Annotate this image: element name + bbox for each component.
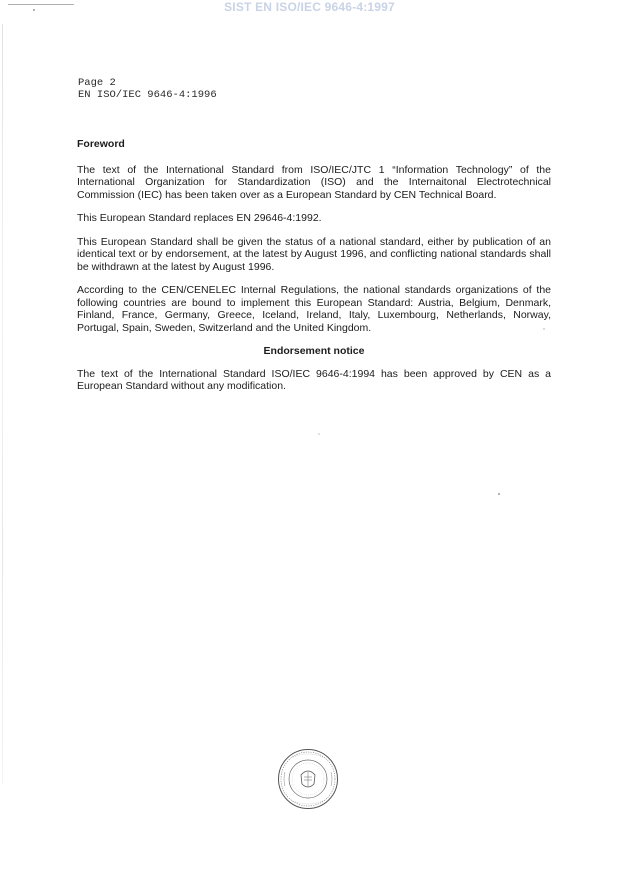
scan-mark xyxy=(8,4,74,5)
endorsement-heading: Endorsement notice xyxy=(263,345,365,357)
scan-speck xyxy=(498,493,500,495)
foreword-heading: Foreword xyxy=(77,138,125,150)
page-edge-shadow xyxy=(2,24,3,784)
page-number: Page 2 xyxy=(78,77,116,89)
watermark-title: SIST EN ISO/IEC 9646-4:1997 xyxy=(224,0,395,14)
page-header xyxy=(78,77,217,101)
official-seal-icon xyxy=(277,748,339,810)
foreword-paragraph: The text of the International Standard from ISO/IEC/JTC 1 “Information Technology” of the International Organization for Standardization (ISO) and the Internaitonal Electrotechnical Commission (IEC) has been taken over as a European Standard by CEN Technical Board. xyxy=(77,163,551,201)
foreword-paragraph: According to the CEN/CENELEC Internal Regulations, the national standards organizations of the following countries are bound to implement this European Standard: Austria, Belgium, Denmark, Finland, France, Germany, Greece, Iceland, Ireland, Italy, Luxembourg, Netherlands, Norway, Portugal, Spain, Sweden, Switzerland and the United Kingdom. xyxy=(77,284,551,334)
scan-speck xyxy=(33,9,35,11)
endorsement-paragraph: The text of the International Standard ISO/IEC 9646-4:1994 has been approved by CEN as a European Standard without any modification. xyxy=(77,367,551,392)
foreword-paragraph: This European Standard shall be given the status of a national standard, either by publication of an identical text or by endorsement, at the latest by August 1996, and conflicting national standards shall be withdrawn at the latest by August 1996. xyxy=(77,235,551,273)
document-body xyxy=(77,138,551,404)
foreword-paragraph: This European Standard replaces EN 29646-4:1992. xyxy=(77,212,322,224)
document-reference: EN ISO/IEC 9646-4:1996 xyxy=(78,89,217,101)
scan-speck xyxy=(318,433,320,435)
